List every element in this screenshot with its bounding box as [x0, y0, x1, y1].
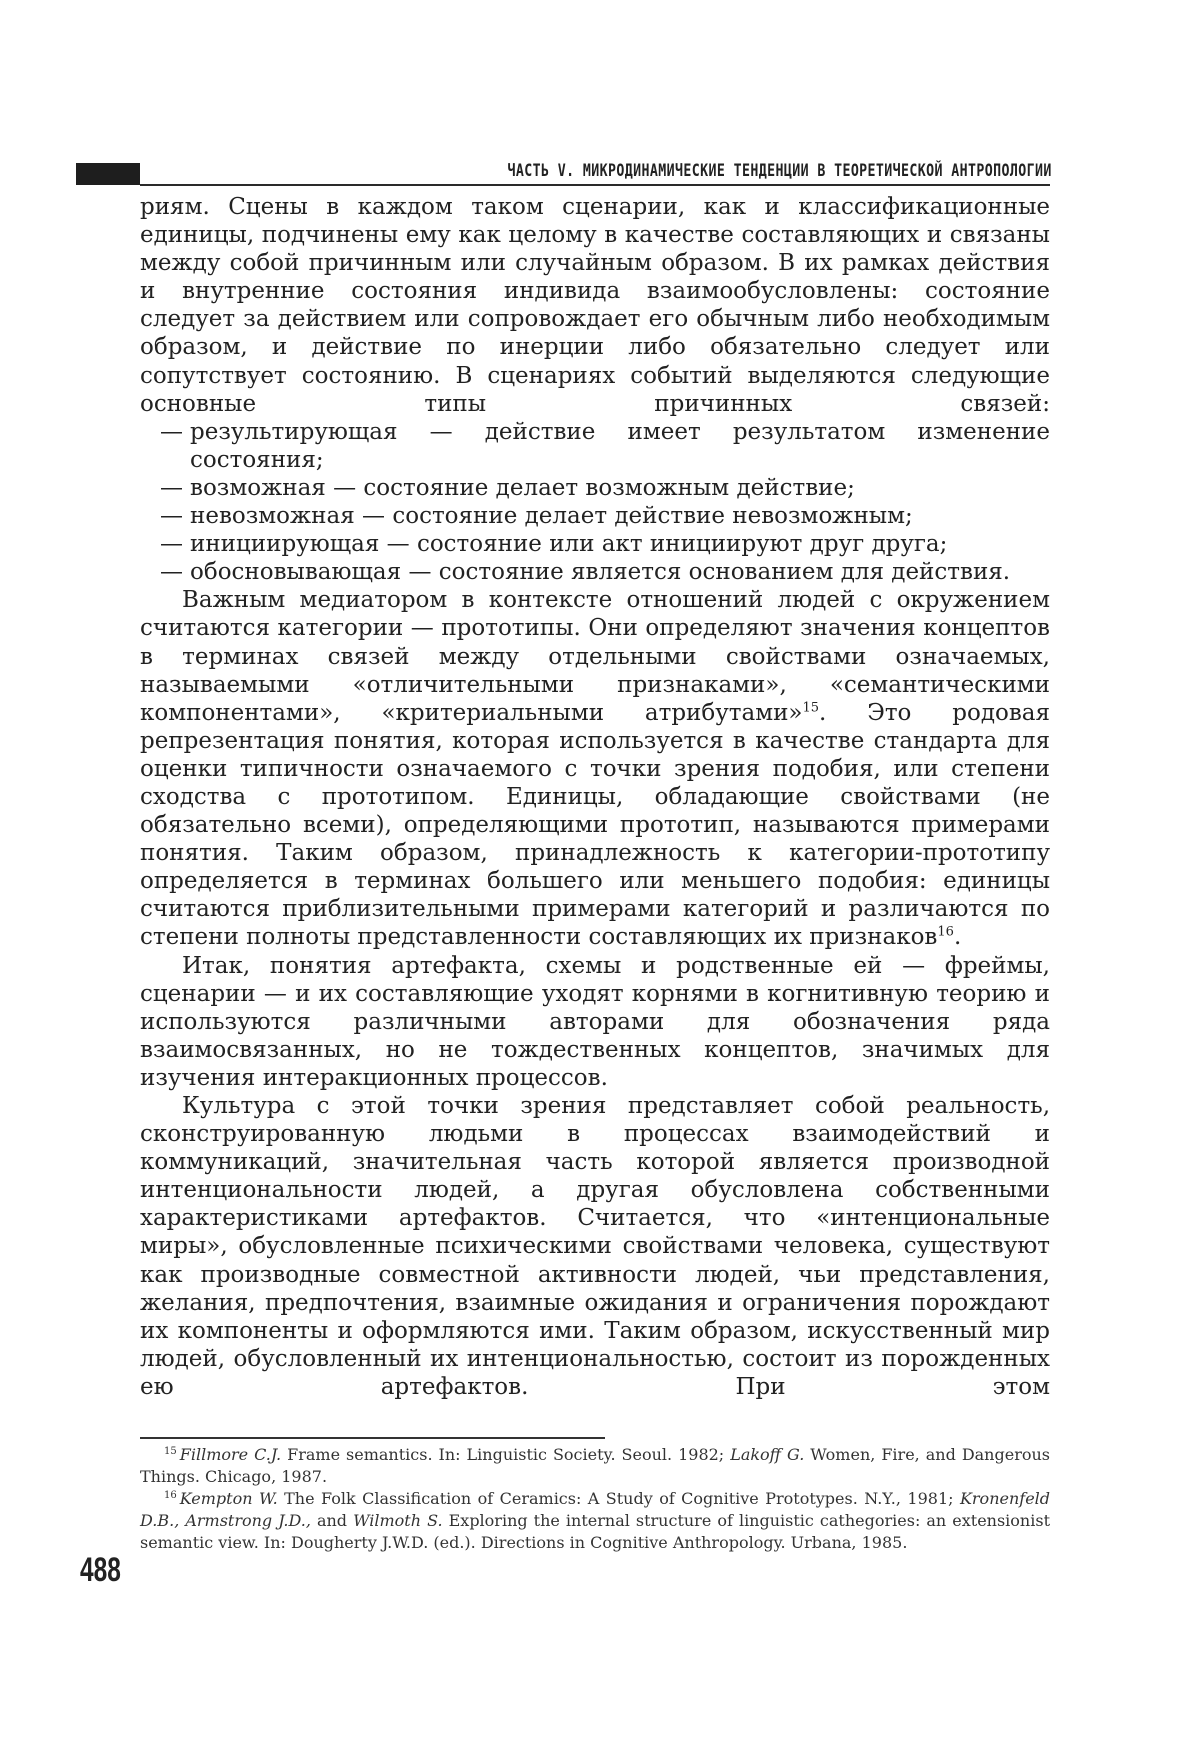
footnote-author: Fillmore C.J.: [180, 1445, 281, 1464]
paragraph-4: Культура с этой точки зрения представляет собой реальность, сконструированную людьми в процессах взаимодействий и коммуникаций, значительная часть которой является производной интенциональности людей, а другая обусловлена собственными характеристиками артефактов. Считается, что «интенциональные миры», обусловленные психическими свойствами человека, существуют как производные совместной активности людей, чьи представления, желания, предпочтения, взаимные ожидания и ограничения порождают их компоненты и оформляются ими. Таким образом, искусственный мир людей, обусловленный их интенциональностью, состоит из порожденных ею артефактов. При этом: [140, 1092, 1050, 1401]
paragraph-1: риям. Сцены в каждом таком сценарии, как и классификационные единицы, подчинены ему как целому в качестве составляющих и связаны между собой причинным или случайным образом. В их рамках действия и внутренние состояния индивида взаимообусловлены: состояние следует за действием или сопровождает его обычным либо необходимым образом, и действие по инерции либо обязательно следует или сопутствует состоянию. В сценариях событий выделяются следующие основные типы причинных связей:: [140, 193, 1050, 418]
page-number: 488: [80, 1551, 121, 1590]
footnote-15: [140, 1444, 1050, 1488]
paragraph-2-part-2: . Это родовая репрезентация понятия, которая используется в качестве стандарта для оценки типичности означаемого с точки зрения подобия, или степени сходства с прототипом. Единицы, обладающие свойствами (не обязательно всеми), определяющими прототип, называются примерами понятия. Таким образом, принадлежность к категории-прототипу определяется в терминах большего или меньшего подобия: единицы считаются приблизительными примерами категорий и различаются по степени полноты представленности составляющих их признаков: [140, 700, 1050, 951]
footnote-author: Wilmoth S.: [353, 1511, 442, 1530]
running-head: ЧАСТЬ V. МИКРОДИНАМИЧЕСКИЕ ТЕНДЕНЦИИ В ТЕОРЕТИЧЕСКОЙ АНТРОПОЛОГИИ: [508, 161, 1052, 181]
footnote-number: 15: [164, 1446, 177, 1457]
footnotes: [140, 1444, 1050, 1554]
paragraph-2: [140, 586, 1050, 951]
main-text: [140, 193, 1050, 1401]
paragraph-3: Итак, понятия артефакта, схемы и родственные ей — фреймы, сценарии — и их составляющие уходят корнями в когнитивную теорию и используются различными авторами для обозначения ряда взаимосвязанных, но не тождественных концептов, значимых для изучения интеракционных процессов.: [140, 952, 1050, 1092]
footnote-author: Lakoff G.: [730, 1445, 804, 1464]
list-item: — инициирующая — состояние или акт инициируют друг друга;: [140, 530, 1050, 558]
header-bar: [76, 163, 140, 185]
footnote-text: The Folk Classification of Ceramics: A Study of Cognitive Prototypes. N.Y., 1981;: [278, 1489, 960, 1508]
paragraph-2-part-3: .: [954, 924, 961, 950]
paragraph-2-part-1: Важным медиатором в контексте отношений людей с окружением считаются категории — прототипы. Они определяют значения концептов в терминах связей между отдельными свойствами означаемых, называемыми «отличительными признаками», «семантическими компонентами», «критериальными атрибутами»: [140, 587, 1050, 725]
list-item: — результирующая — действие имеет результатом изменение состояния;: [140, 418, 1050, 474]
footnote-number: 16: [164, 1490, 177, 1501]
footnote-author: Kronenfeld D.B., Armstrong J.D.,: [140, 1489, 1050, 1530]
footnote-16: [140, 1488, 1050, 1554]
list-item: — обосновывающая — состояние является основанием для действия.: [140, 558, 1050, 586]
footnote-text: and: [311, 1511, 353, 1530]
header-rule: [140, 184, 1050, 186]
footnote-text: Women, Fire, and Dangerous Things. Chicago, 1987.: [140, 1445, 1050, 1486]
footnote-ref-16[interactable]: 16: [937, 925, 954, 940]
list-item: — невозможная — состояние делает действие невозможным;: [140, 502, 1050, 530]
footnote-author: Kempton W.: [180, 1489, 278, 1508]
footnote-text: Frame semantics. In: Linguistic Society. Seoul. 1982;: [281, 1445, 730, 1464]
footnote-rule: [140, 1437, 605, 1439]
list-item: — возможная — состояние делает возможным действие;: [140, 474, 1050, 502]
footnote-text: Exploring the internal structure of linguistic cathegories: an extensionist semantic view. In: Dougherty J.W.D. (ed.). Directions in Cognitive Anthropology. Urbana, 1985.: [140, 1511, 1050, 1552]
causal-links-list: [140, 418, 1050, 587]
footnote-ref-15[interactable]: 15: [803, 700, 820, 715]
